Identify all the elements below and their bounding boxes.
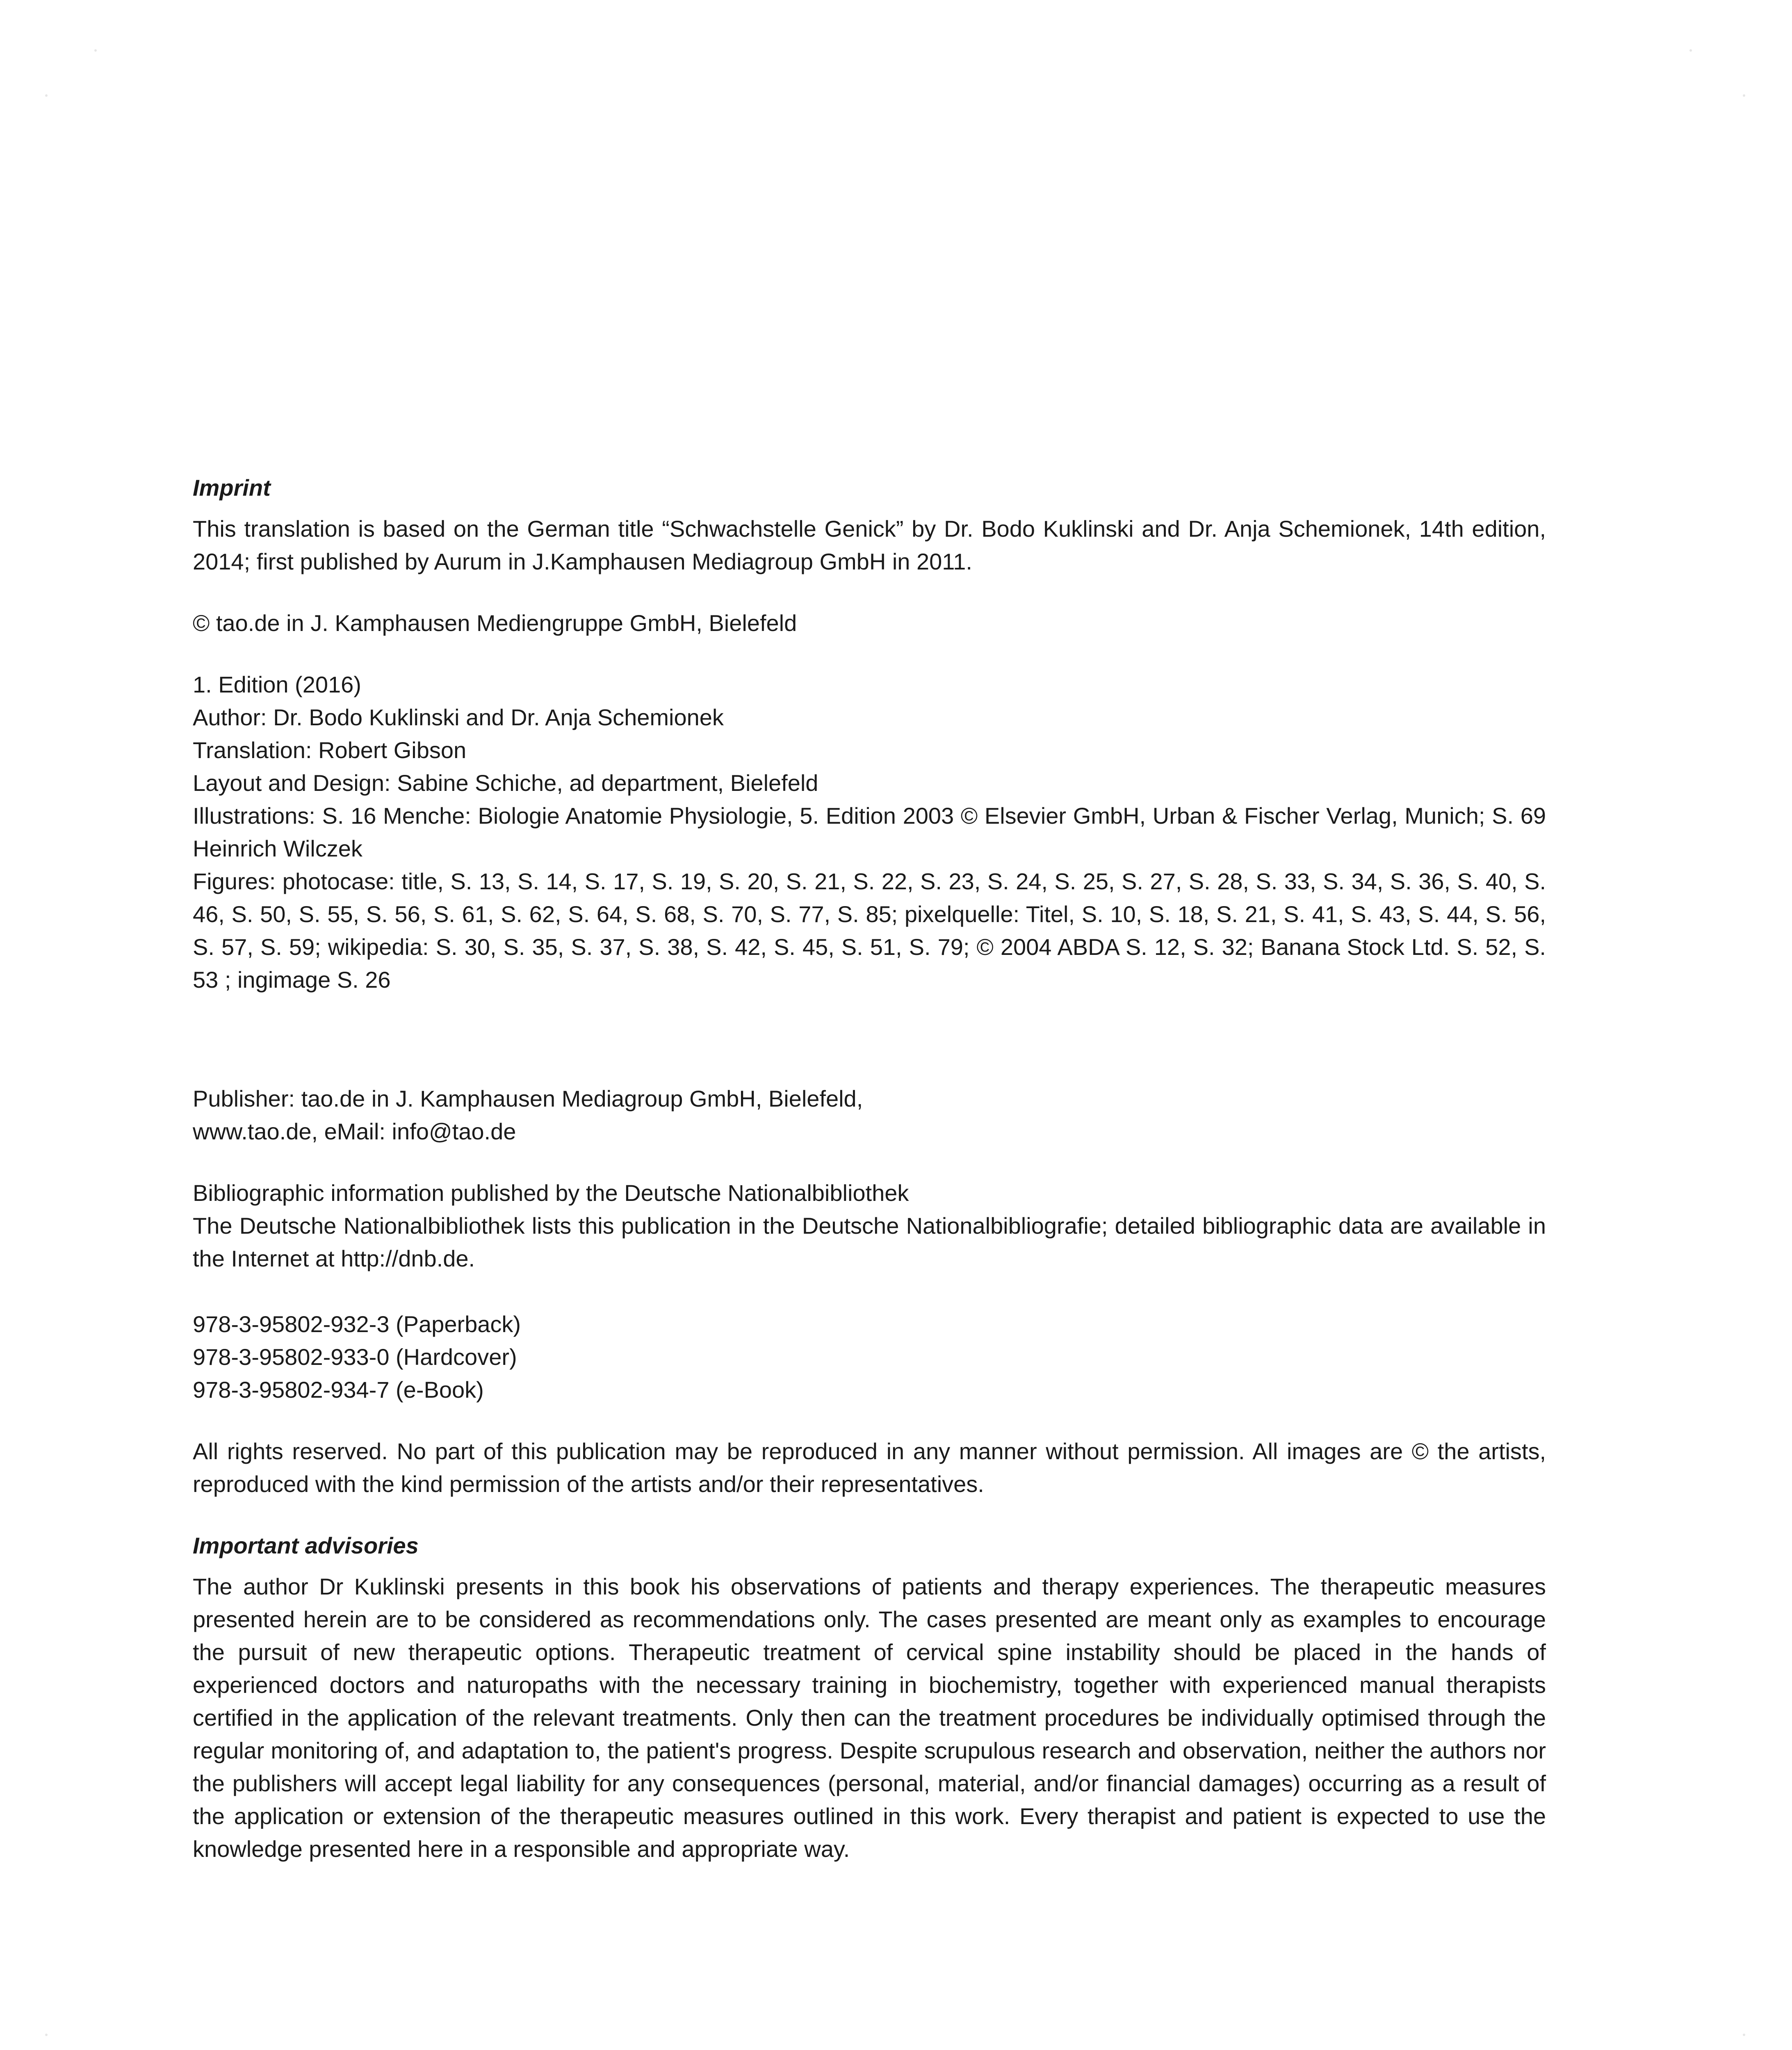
copyright-line: © tao.de in J. Kamphausen Mediengruppe GmbH, Bielefeld: [193, 610, 797, 636]
layout-design-line: Layout and Design: Sabine Schiche, ad department, Bielefeld: [193, 770, 818, 796]
publisher-email-link[interactable]: info@tao.de: [392, 1118, 516, 1144]
credits-block: [193, 668, 1546, 996]
publisher-line: Publisher: tao.de in J. Kamphausen Mediagroup GmbH, Bielefeld,: [193, 1086, 863, 1112]
crop-mark: [45, 94, 48, 97]
figures-credit: Figures: photocase: title, S. 13, S. 14, S. 17, S. 19, S. 20, S. 21, S. 22, S. 23, S. 24, S. 25, S. 27, S. 28, S. 33, S. 34, S. 36, S. 40, S. 46, S. 50, S. 55, S. 56, S. 61, S. 62, S. 64, S. 68, S. 70, S. 77, S. 85; pixelquelle: Titel, S. 10, S. 18, S. 21, S. 41, S. 43, S. 44, S. 56, S. 57, S. 59; wikipedia: S. 30, S. 35, S. 37, S. 38, S. 42, S. 45, S. 51, S. 79; © 2004 ABDA S. 12, S. 32; Banana Stock Ltd. S. 52, S. 53 ; ingimage S. 26: [193, 868, 1546, 993]
publisher-block: [193, 1082, 1546, 1148]
advisories-text: The author Dr Kuklinski presents in this book his observations of patients and therapy experiences. The therapeutic measures presented herein are to be considered as recommendations only. The cases presented are meant only as examples to encourage the pursuit of new therapeutic options. Therapeutic treatment of cervical spine instability should be placed in the hands of experienced doctors and naturopaths with the necessary training in biochemistry, together with experienced manual therapists certified in the application of the relevant treatments. Only then can the treatment procedures be individually optimised through the regular monitoring of, and adaptation to, the patient's progress. Despite scrupulous research and observation, neither the authors nor the publishers will accept legal liability for any consequences (personal, material, and/or financial damages) occurring as a result of the application or extension of the therapeutic measures outlined in this work. Every therapist and patient is expected to use the knowledge presented here in a responsible and appropriate way.: [193, 1574, 1546, 1862]
translator-line: Translation: Robert Gibson: [193, 737, 467, 763]
advisories-heading: Important advisories: [193, 1533, 419, 1558]
isbn-ebook: 978-3-95802-934-7 (e-Book): [193, 1377, 484, 1403]
publisher-contact-line: [193, 1115, 1546, 1148]
bibliographic-block: [193, 1177, 1546, 1275]
rights-statement: All rights reserved. No part of this publication may be reproduced in any manner without permission. All images are © the artists, reproduced with the kind permission of the artists and/or their representatives.: [193, 1438, 1546, 1497]
edition-line: 1. Edition (2016): [193, 672, 361, 697]
illustrations-credit: Illustrations: S. 16 Menche: Biologie Anatomie Physiologie, 5. Edition 2003 © Elsevier GmbH, Urban & Fischer Verlag, Munich; S. 69 Heinrich Wilczek: [193, 803, 1546, 861]
isbn-list: [193, 1308, 1546, 1406]
crop-mark: [45, 2034, 48, 2036]
translation-note: This translation is based on the German title “Schwachstelle Genick” by Dr. Bodo Kuklinski and Dr. Anja Schemionek, 14th edition, 2014; first published by Aurum in J.Kamphausen Mediagroup GmbH in 2011.: [193, 516, 1546, 574]
crop-mark: [94, 49, 97, 52]
author-line: Author: Dr. Bodo Kuklinski and Dr. Anja Schemionek: [193, 704, 724, 730]
isbn-paperback: 978-3-95802-932-3 (Paperback): [193, 1311, 521, 1337]
bibliographic-text: The Deutsche Nationalbibliothek lists this publication in the Deutsche Nationalbibliografie; detailed bibliographic data are available in the Internet at http://dnb.de.: [193, 1213, 1546, 1271]
crop-mark: [1743, 2034, 1745, 2036]
crop-mark: [1689, 49, 1692, 52]
isbn-hardcover: 978-3-95802-933-0 (Hardcover): [193, 1344, 517, 1370]
bibliographic-title: Bibliographic information published by the Deutsche Nationalbibliothek: [193, 1180, 909, 1206]
publisher-web-label: www.tao.de, eMail:: [193, 1118, 392, 1144]
imprint-heading: Imprint: [193, 475, 271, 501]
imprint-content: [193, 472, 1546, 1866]
crop-mark: [1743, 94, 1745, 97]
